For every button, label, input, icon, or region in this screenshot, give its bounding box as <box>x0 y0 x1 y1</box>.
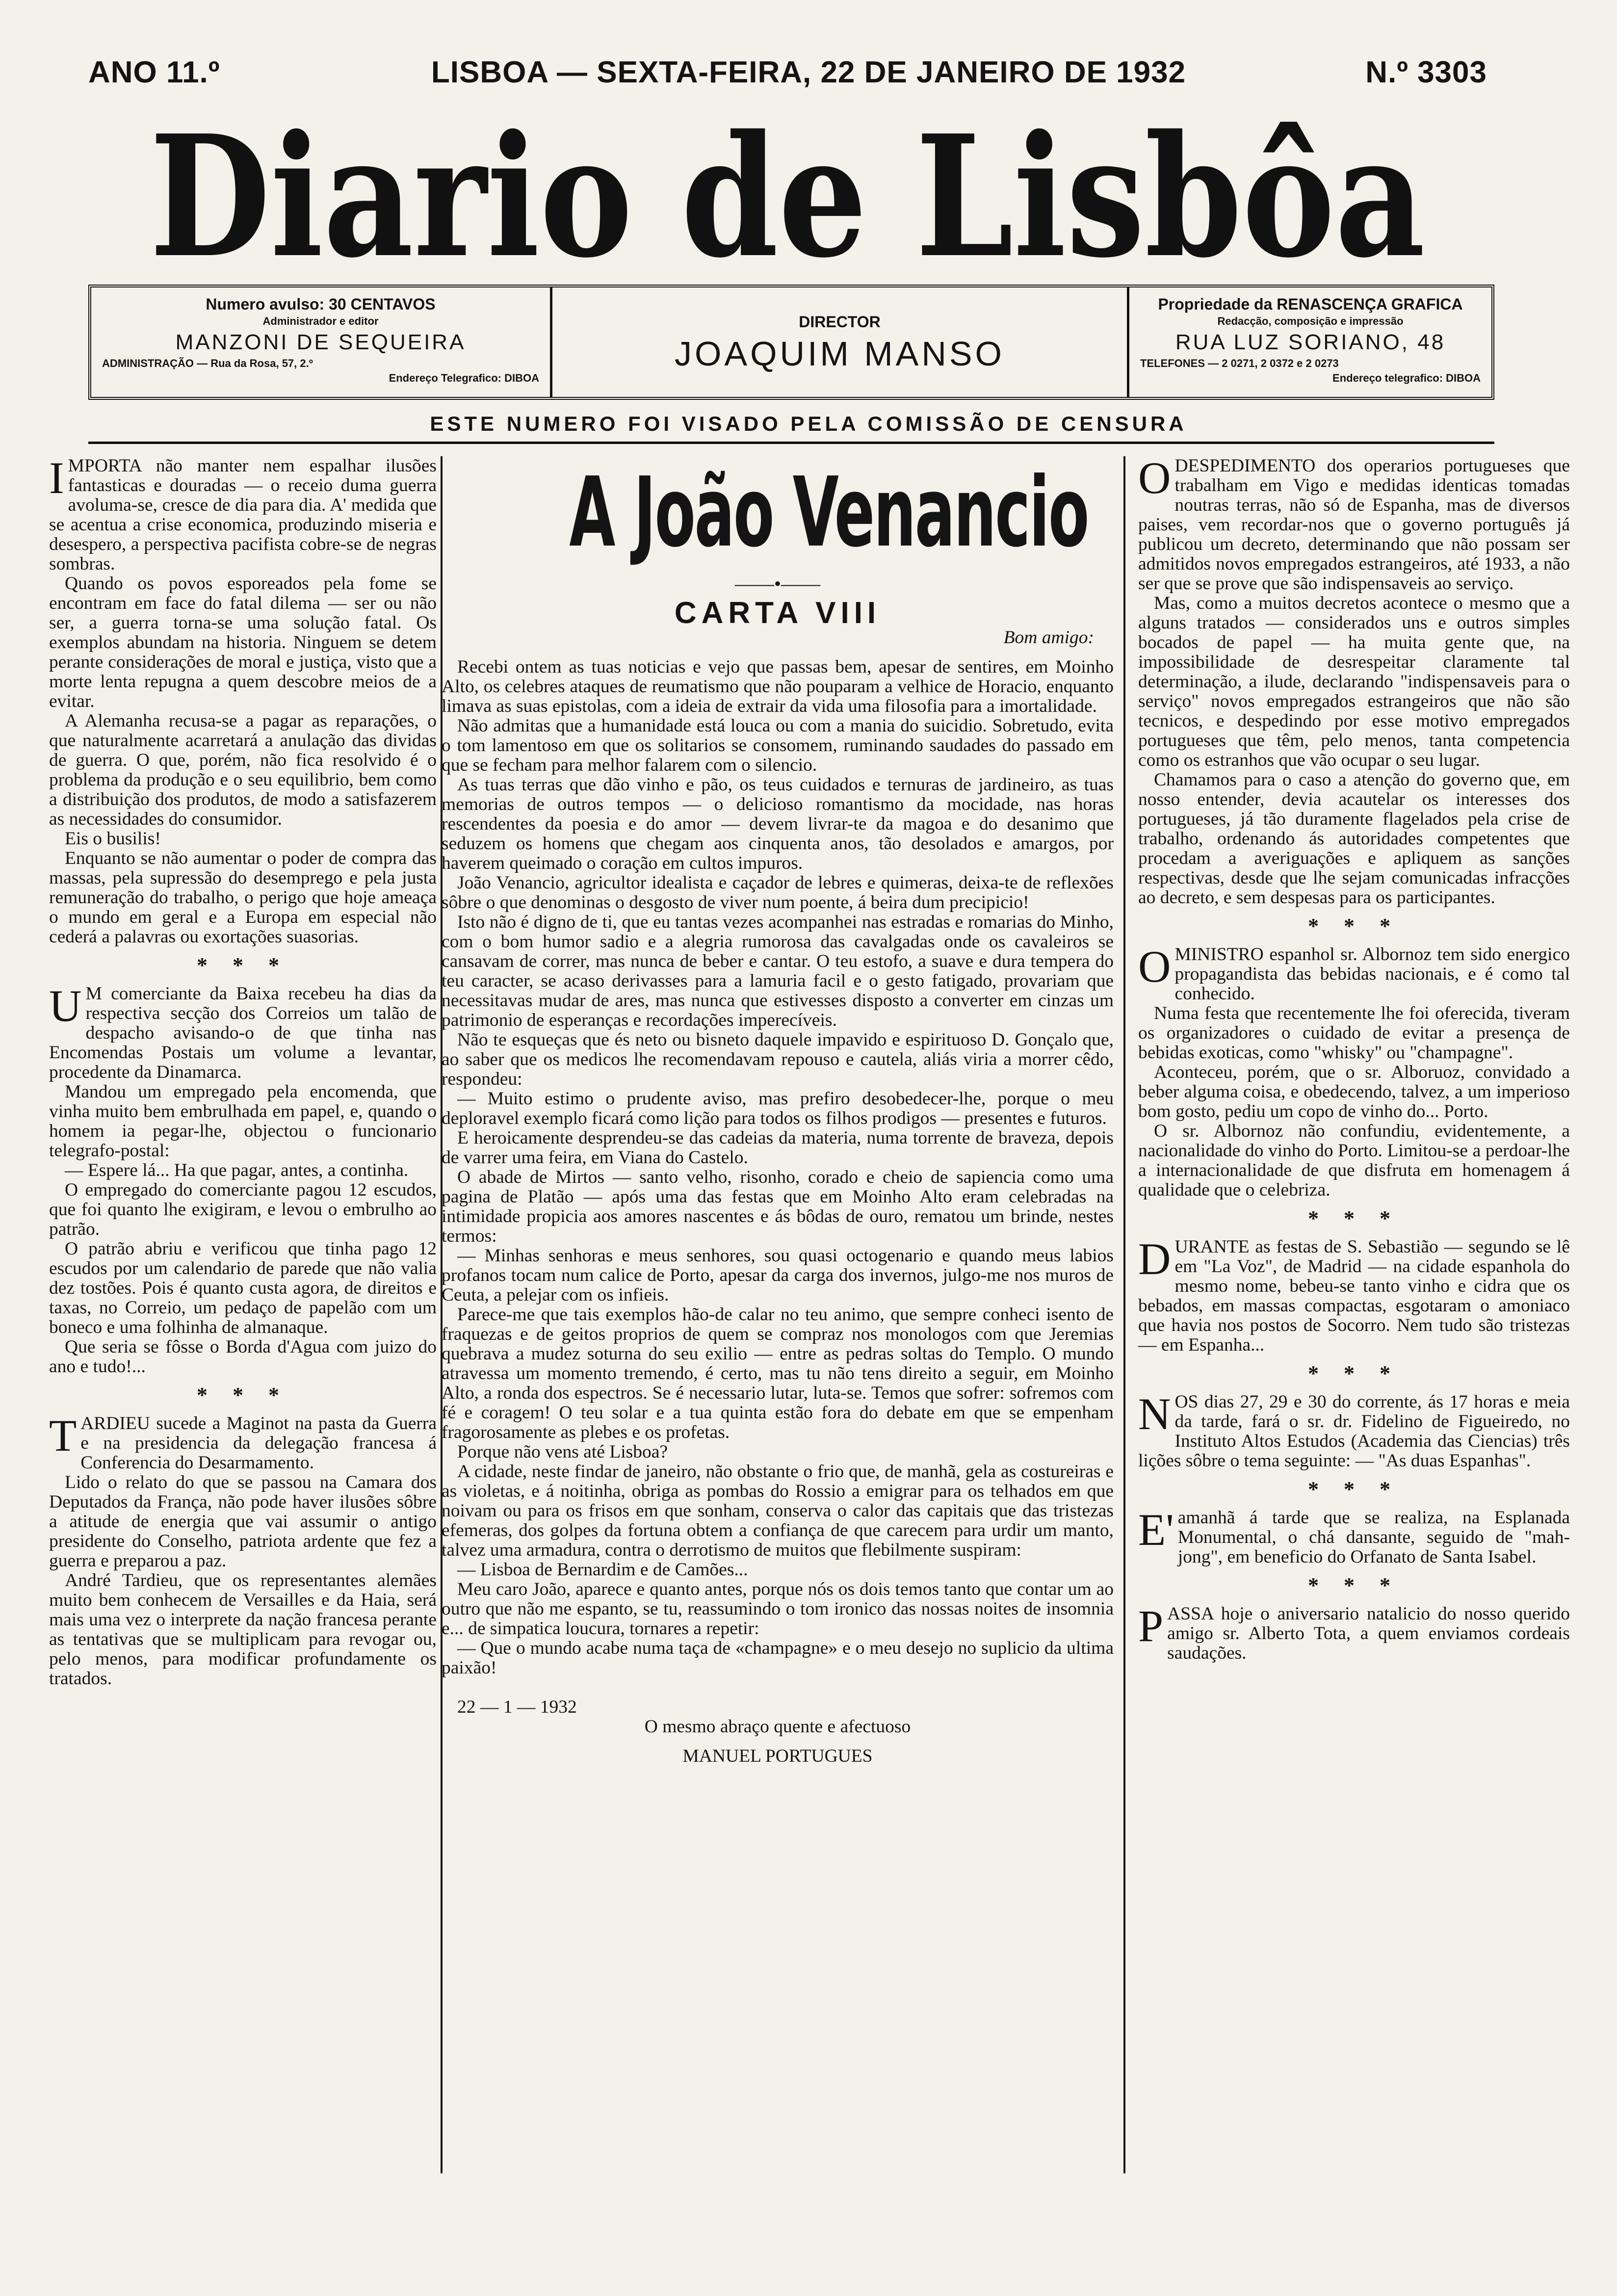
paragraph: E heroicamente desprendeu-se das cadeias da materia, numa torrente de braveza, depois de varrer uma feira, em Viana do Castelo. <box>442 1128 1114 1168</box>
info-box-director <box>552 287 1129 397</box>
headline-ornament: ——•—— <box>734 573 820 595</box>
paragraph: — Que o mundo acabe numa taça de «champagne» e o meu desejo no suplicio da ultima paixão! <box>442 1638 1114 1678</box>
admin-label: Administrador e editor <box>262 315 379 327</box>
paragraph: Que seria se fôsse o Borda d'Agua com juizo do ano e tudo!... <box>49 1337 437 1377</box>
issue-number: N.º 3303 <box>1365 55 1487 89</box>
info-box-left <box>91 287 552 397</box>
masthead-title <box>142 91 1433 295</box>
paragraph: Enquanto se não aumentar o poder de compra das massas, pela supressão do desemprego e pela justa remuneração do trabalho, o perigo que hoje ameaça o mundo em geral e a Europa em especial não cederá a palavras ou exortações suasorias. <box>49 848 437 947</box>
letter-greeting: Bom amigo: <box>1003 627 1094 648</box>
drop-cap: P <box>1138 1601 1164 1651</box>
article-headline: A João Venancio <box>569 457 1088 569</box>
paragraph: A Alemanha recusa-se a pagar as reparações, o que naturalmente acarretará a anulação das dividas de guerra. O que, porém, não fica resolvido é o problema da produção e o seu equilibrio, bem como a distribuição dos produtos, de modo a satisfazerem as necessidades do consumidor. <box>49 711 437 829</box>
letter-closing: O mesmo abraço quente e afectuoso <box>644 1717 911 1737</box>
drop-cap: N <box>1138 1389 1171 1439</box>
paragraph: Meu caro João, aparece e quanto antes, porque nós os dois temos tanto que contar um ao outro que não me espanto, se tu, reassumindo o tom ironico das nossas noites de insomnia e... de simpatica loucura, tornares a repetir: <box>442 1579 1114 1639</box>
paragraph: Numa festa que recentemente lhe foi oferecida, tiveram os organizadores o cuidado de evitar a presença de bebidas exoticas, como "whisky" ou "champagne". <box>1138 1003 1570 1063</box>
issue-year: ANO 11.º <box>88 55 220 89</box>
paragraph: As tuas terras que dão vinho e pão, os teus cuidados e ternuras de jardineiro, as tuas memorias de outros tempos — o delicioso romantismo da mocidade, nas horas rescendentes da poesia e do amor — devem livrar-te da magoa e do desanimo que seduzem os homens que chegam aos cinquenta anos, tão desolados e amargos, por haverem queimado o coração em cultos impuros. <box>442 775 1114 873</box>
paragraph: Parece-me que tais exemplos hão-de calar no teu animo, que sempre conheci isento de fraquezas e de geitos proprios de quem se compraz nos monologos com que Jeremias quebrava a mudez soturna do seu exilio — entre as pedras soltas do Templo. O mundo atravessa um momento tremendo, é certo, mas tu não tens direito a seguir, em Moinho Alto, a ronda dos espectros. Se é necessario lutar, luta-se. Temos que sofrer: sofremos com fé e coragem! O teu solar e a tua quinta estão fora do debate em que se empenham fragorosamente as plebes e os profetas. <box>442 1305 1114 1442</box>
section-separator: * * * <box>1308 1206 1400 1230</box>
paragraph: O empregado do comerciante pagou 12 escudos, que foi quanto lhe exigiram, e levou o embrulho ao patrão. <box>49 1180 437 1239</box>
censorship-notice: ESTE NUMERO FOI VISADO PELA COMISSÃO DE CENSURA <box>430 412 1187 435</box>
paragraph: O patrão abriu e verificou que tinha pago 12 escudos por um calendario de parede que não valia dez tostões. Pois é quanto custa agora, de direitos e taxas, no Correio, um pedaço de papelão com um boneco e uma folhinha de almanaque. <box>49 1239 437 1337</box>
paragraph: OMINISTRO espanhol sr. Albornoz tem sido energico propagandista das bebidas nacionais, e é como tal conhecido. <box>1138 941 1570 1004</box>
paragraph: O abade de Mirtos — santo velho, risonho, corado e cheio de sapiencia como uma pagina de Platão — após uma das festas que em Moinho Alto eram celebradas na intimidade propicia aos amores nascentes e ás bôdas de ouro, rematou um brinde, nestes termos: <box>442 1167 1114 1246</box>
paragraph: — Minhas senhoras e meus senhores, sou quasi octogenario e quando meus labios profanos tocam num calice de Porto, apesar da carga dos invernos, julgo-me nos muros de Ceuta, a pelejar com os infieis. <box>442 1246 1114 1305</box>
paragraph: Quando os povos esporeados pela fome se encontram em face do fatal dilema — ser ou não ser, a guerra torna-se uma solução fatal. Os exemplos abundam na historia. Ninguem se detem perante considerações de moral e justiça, visto que a morte lenta repugna a quem descobre meios de a evitar. <box>49 574 437 711</box>
paragraph: Aconteceu, porém, que o sr. Alboruoz, convidado a beber alguma coisa, e obedecendo, talvez, a um imperioso bom gosto, pediu um copo de vinho do... Porto. <box>1138 1062 1570 1122</box>
middle-column <box>442 456 1114 1766</box>
property-line: Propriedade da RENASCENÇA GRAFICA <box>1158 295 1463 313</box>
paragraph: Não te esqueças que és neto ou bisneto daquele impavido e espirituoso D. Gonçalo que, ao saber que os medicos lhe recomendavam repouso e cautela, aliás viria a morrer cêdo, respondeu: <box>442 1030 1114 1089</box>
drop-cap: E' <box>1138 1505 1174 1555</box>
letter-date: 22 — 1 — 1932 <box>457 1697 577 1717</box>
price-line: Numero avulso: 30 CENTAVOS <box>206 295 436 313</box>
paragraph: TARDIEU sucede a Maginot na pasta da Guerra e na presidencia da delegação francesa á Conferencia do Desarmamento. <box>49 1410 437 1473</box>
paragraph: — Espere lá... Ha que pagar, antes, a continha. <box>65 1160 409 1180</box>
drop-cap: O <box>1138 453 1171 503</box>
paragraph: DURANTE as festas de S. Sebastião — segundo se lê em "La Voz", de Madrid — na cidade espanhola do mesmo nome, bebeu-se tanto vinho e cidra que os bebados, em massas compactas, esgotaram o amoniaco que havia nos postos de Socorro. Nem tudo são tristezas — em Espanha... <box>1138 1234 1570 1355</box>
paragraph: U M comerciante da Baixa recebeu ha dias da respectiva secção dos Correios um talão de despacho avisando-o de que tinha nas Encomendas Postais um volume a levantar, procedente da Dinamarca. <box>49 981 437 1082</box>
letter-signature: MANUEL PORTUGUES <box>682 1746 873 1766</box>
paragraph: — Lisboa de Bernardim e de Camões... <box>457 1560 748 1580</box>
director-name: JOAQUIM MANSO <box>674 335 1005 373</box>
masthead-text: Diario de Lisbôa <box>150 99 1425 295</box>
director-label: DIRECTOR <box>799 313 881 331</box>
admin-telegraph: Endereço Telegrafico: DIBOA <box>389 372 539 384</box>
paragraph: Eis o busilis! <box>65 829 161 849</box>
paragraph: João Venancio, agricultor idealista e caçador de lebres e quimeras, deixa-te de reflexões sôbre o que denominas o desgosto de viver num poente, á beira dum precipicio! <box>442 873 1114 913</box>
paragraph: NOS dias 27, 29 e 30 do corrente, ás 17 horas e meia da tarde, fará o sr. dr. Fidelino de Figueiredo, no Instituto Altos Estudos (Academia das Ciencias) três lições sôbre o tema seguinte: — "As duas Espanhas". <box>1138 1389 1570 1471</box>
paragraph: IMPORTA não manter nem espalhar ilusões fantasticas e douradas — o receio duma guerra avoluma-se, cresce de dia para dia. A' medida que se acentua a crise economica, produzindo miseria e desespero, a perspectiva pacifista cobre-se de negras sombras. <box>49 453 437 574</box>
section-separator: * * * <box>197 1383 289 1407</box>
admin-address: ADMINISTRAÇÃO — Rua da Rosa, 57, 2.º <box>102 357 313 369</box>
editorial-address: RUA LUZ SORIANO, 48 <box>1175 330 1446 354</box>
paragraph: PASSA hoje o aniversario natalicio do nosso querido amigo sr. Alberto Tota, a quem enviamos cordeais saudações. <box>1138 1601 1570 1663</box>
info-box-right <box>1129 287 1491 397</box>
editorial-telegraph: Endereço telegrafico: DIBOA <box>1332 372 1481 384</box>
drop-cap: D <box>1138 1234 1171 1284</box>
left-column <box>49 453 437 1689</box>
paragraph: Mandou um empregado pela encomenda, que vinha muito bem embrulhada em papel, e, quando o homem ia pegar-lhe, objectou o funcionario telegrafo-postal: <box>49 1082 437 1161</box>
column-rule <box>1123 456 1125 2173</box>
drop-cap: O <box>1138 941 1171 991</box>
section-separator: * * * <box>1308 1573 1400 1597</box>
drop-cap: U <box>49 981 82 1031</box>
dateline: LISBOA — SEXTA-FEIRA, 22 DE JANEIRO DE 1932 <box>431 55 1186 89</box>
paragraph: A cidade, neste findar de janeiro, não obstante o frio que, de manhã, gela as costureiras e as violetas, e á noitinha, obriga as pombas do Rossio a emigrar para os telhados em que noivam ou para os frisos em que sonham, conserva o calor das capitais que das tristezas efemeras, dos golpes da fortuna obtem a confiança de que carecem para urdir um manto, talvez uma armadura, contra o derrotismo de muitos que flebilmente suspiram: <box>442 1461 1114 1560</box>
letter-number: CARTA VIII <box>674 596 881 630</box>
paragraph: Lido o relato do que se passou na Camara dos Deputados da França, não pode haver ilusões sôbre a atitude de energia que vai assumir o antigo presidente do Conselho, patriota ardente que fez a guerra e preparou a paz. <box>49 1472 437 1571</box>
paragraph: Porque não vens até Lisboa? <box>457 1442 668 1462</box>
paragraph: ODESPEDIMENTO dos operarios portugueses que trabalham em Vigo e medidas identicas tomadas noutras terras, não só de Espanha, mas de diversos paises, vem recordar-nos que o governo português já publicou um decreto, determinando que não possam ser admitidos novos empregados estrangeiros, até 1933, a não ser que se prove que são indispensaveis ao serviço. <box>1138 453 1570 594</box>
section-separator: * * * <box>197 953 289 977</box>
telephones: TELEFONES — 2 0271, 2 0372 e 2 0273 <box>1140 357 1339 369</box>
right-column <box>1138 453 1570 1663</box>
paragraph: — Muito estimo o prudente aviso, mas prefiro desobedecer-lhe, porque o meu deploravel exemplo ficará como lição para todos os filhos prodigos — presentes e futuros. <box>442 1089 1114 1128</box>
paragraph: Chamamos para o caso a atenção do governo que, em nosso entender, devia acautelar os interesses dos portugueses, já tão duramente flagelados pela crise de trabalho, ordenando ás autoridades competentes que procedam a averiguações e apliquem as sanções respectivas, desde que lhe sejam comunicadas infracções ao decreto, e sem despesas para os participantes. <box>1138 770 1570 908</box>
drop-cap: I <box>49 453 64 503</box>
info-box <box>88 285 1494 400</box>
paragraph: Recebi ontem as tuas noticias e vejo que passas bem, apesar de sentires, em Moinho Alto, os celebres ataques de reumatismo que não pouparam a velhice de Horacio, enquanto limava as suas epistolas, com a ideia de extrair da vida uma filosofia para a imortalidade. <box>442 657 1114 716</box>
section-separator: * * * <box>1308 1477 1400 1501</box>
section-separator: * * * <box>1308 1361 1400 1385</box>
drop-cap: T <box>49 1410 77 1461</box>
paragraph: E' amanhã á tarde que se realiza, na Esplanada Monumental, o chá dansante, seguido de "mah-jong", em beneficio do Orfanato de Santa Isabel. <box>1138 1505 1570 1567</box>
top-rule <box>88 442 1494 444</box>
paragraph: O sr. Albornoz não confundiu, evidentemente, a nacionalidade do vinho do Porto. Limitou-se a perdoar-lhe a internacionalidade de que disfruta em homenagem á qualidade que o celebriza. <box>1138 1121 1570 1200</box>
paragraph: André Tardieu, que os representantes alemães muito bem conhecem de Versailles e da Haia, será mais uma vez o interprete da nação francesa perante as tentativas que se multiplicam para revogar ou, pelo menos, para modificar profundamente os tratados. <box>49 1570 437 1689</box>
paragraph: Isto não é digno de ti, que eu tantas vezes acompanhei nas estradas e romarias do Minho, com o bom humor sadio e a alegria rumorosa das cavalgadas onde os cavaleiros se cansavam de correr, mas nunca de beber e cantar. O teu estofo, a suave e dura tempera do teu caracter, se acaso derivasses para a lamuria facil e o gesto fatigado, provariam que necessitavas mudar de ares, mas nunca que estivesses disposto a converter em cinzas um patrimonio de esperanças e recordações imperecíveis. <box>442 912 1114 1030</box>
section-separator: * * * <box>1308 914 1400 938</box>
admin-name: MANZONI DE SEQUEIRA <box>175 330 466 354</box>
paragraph: Não admitas que a humanidade está louca ou com a mania do suicidio. Sobretudo, evita o tom lamentoso em que os solitarios se consomem, ruminando saudades do passado em que se fecham para melhor falarem com o silencio. <box>442 716 1114 775</box>
editorial-label: Redacção, composição e impressão <box>1217 315 1404 327</box>
paragraph: Mas, como a muitos decretos acontece o mesmo que a alguns tratados — considerados uns e outros simples bocados de papel — ha muita gente que, na impossibilidade de desrespeitar claramente tal determinação, a ilude, declarando "indispensaveis para o serviço" novos empregados estrangeiros que não são tecnicos, e despedindo por esse motivo empregados portugueses que têm, pelo menos, tanta competencia como os estranhos que vão ocupar o seu lugar. <box>1138 593 1570 770</box>
